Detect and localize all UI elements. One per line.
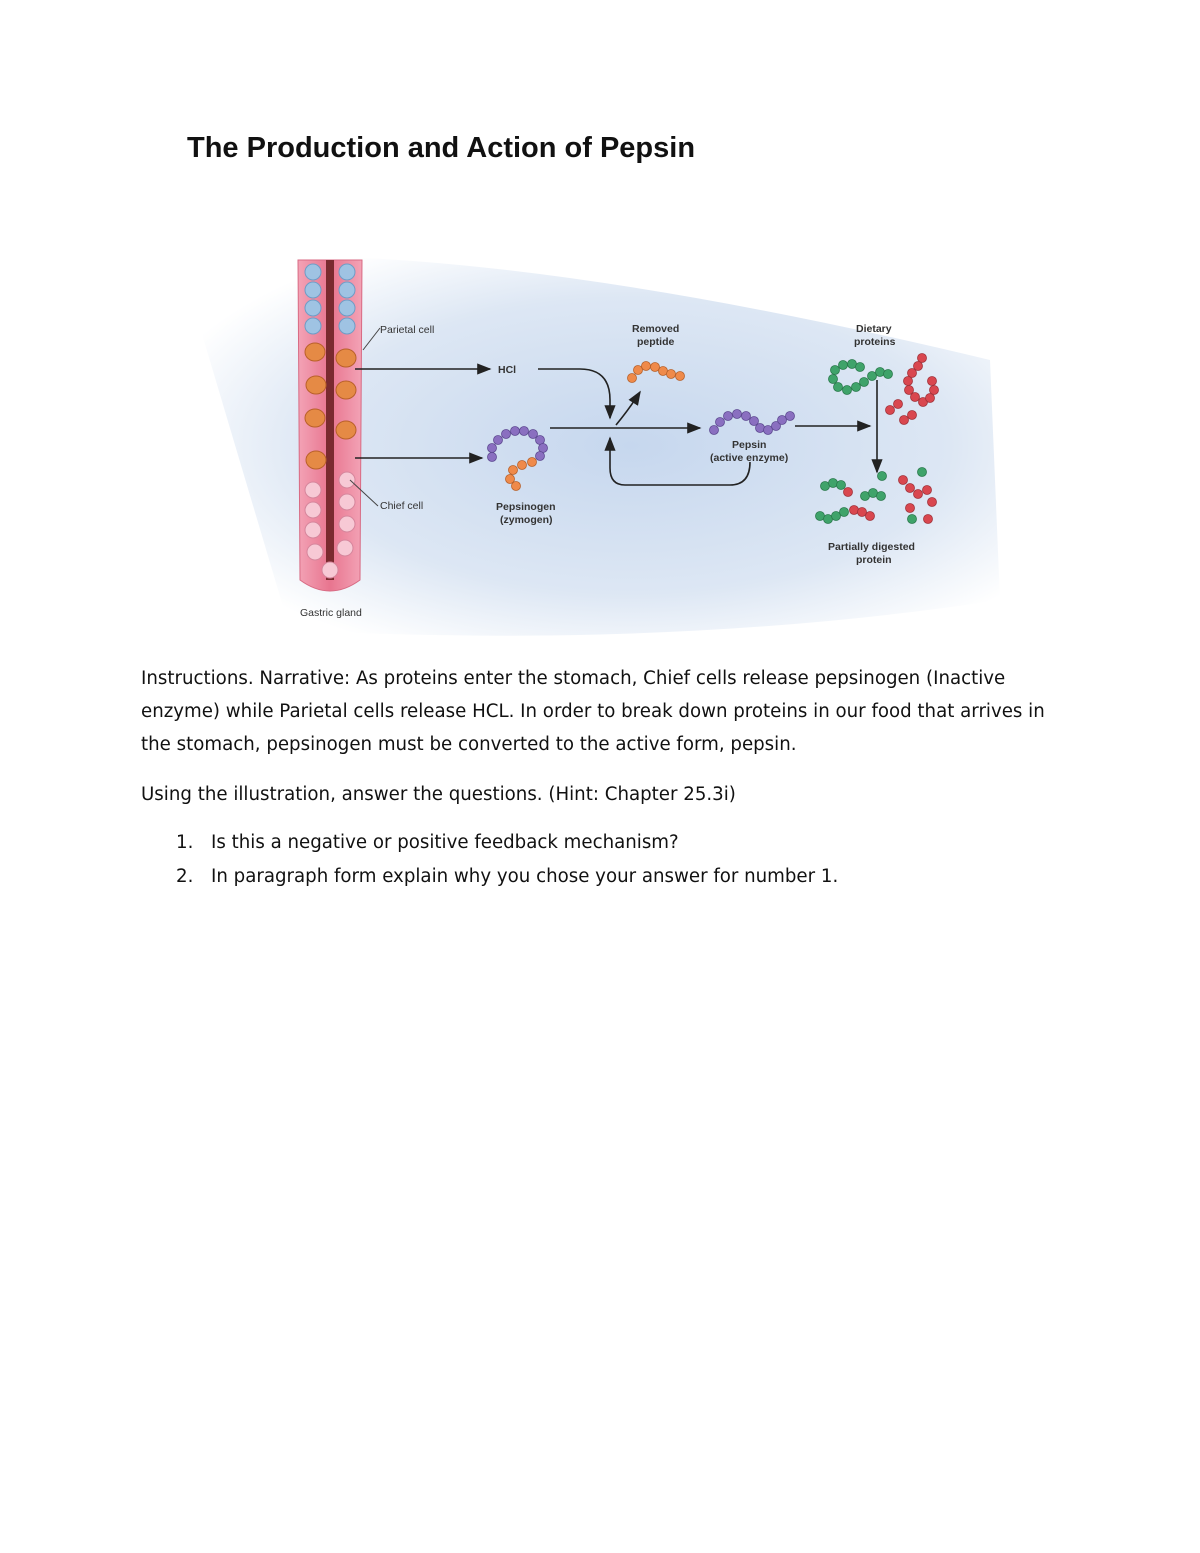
dietary-proteins-label-2: proteins xyxy=(854,336,896,348)
partially-digested-label-1: Partially digested xyxy=(828,541,915,553)
pepsin-label-2: (active enzyme) xyxy=(710,452,789,464)
pepsin-illustration xyxy=(170,240,1020,640)
question-text: Is this a negative or positive feedback mechanism? xyxy=(211,832,679,853)
hcl-label: HCl xyxy=(498,364,517,376)
parietal-cell-label: Parietal cell xyxy=(380,324,435,336)
question-number: 1. xyxy=(176,832,194,853)
removed-peptide-label-1: Removed xyxy=(632,323,680,335)
dietary-proteins-label-1: Dietary xyxy=(856,323,892,335)
instructions-paragraph: Instructions. Narrative: As proteins enter the stomach, Chief cells release pepsinogen (Inactive enzyme) while Parietal cells release HCL. In order to break down proteins in our food that arrives in the stomach, pepsinogen must be converted to the active form, pepsin. xyxy=(141,668,1045,755)
page-title: The Production and Action of Pepsin xyxy=(187,132,696,164)
chief-cell-label: Chief cell xyxy=(380,500,424,512)
pepsin-diagram-svg xyxy=(170,240,1020,640)
pepsinogen-label-2: (zymogen) xyxy=(500,514,553,526)
pepsinogen-label-1: Pepsinogen xyxy=(496,501,556,513)
removed-peptide-label-2: peptide xyxy=(637,336,675,348)
pepsin-label-1: Pepsin xyxy=(732,439,767,451)
question-text: In paragraph form explain why you chose your answer for number 1. xyxy=(211,866,839,887)
question-number: 2. xyxy=(176,866,194,887)
partially-digested-label-2: protein xyxy=(856,554,892,566)
instructions-prompt: Using the illustration, answer the questions. (Hint: Chapter 25.3i) xyxy=(141,784,736,805)
gastric-gland xyxy=(298,260,362,591)
gastric-gland-label: Gastric gland xyxy=(300,607,362,619)
